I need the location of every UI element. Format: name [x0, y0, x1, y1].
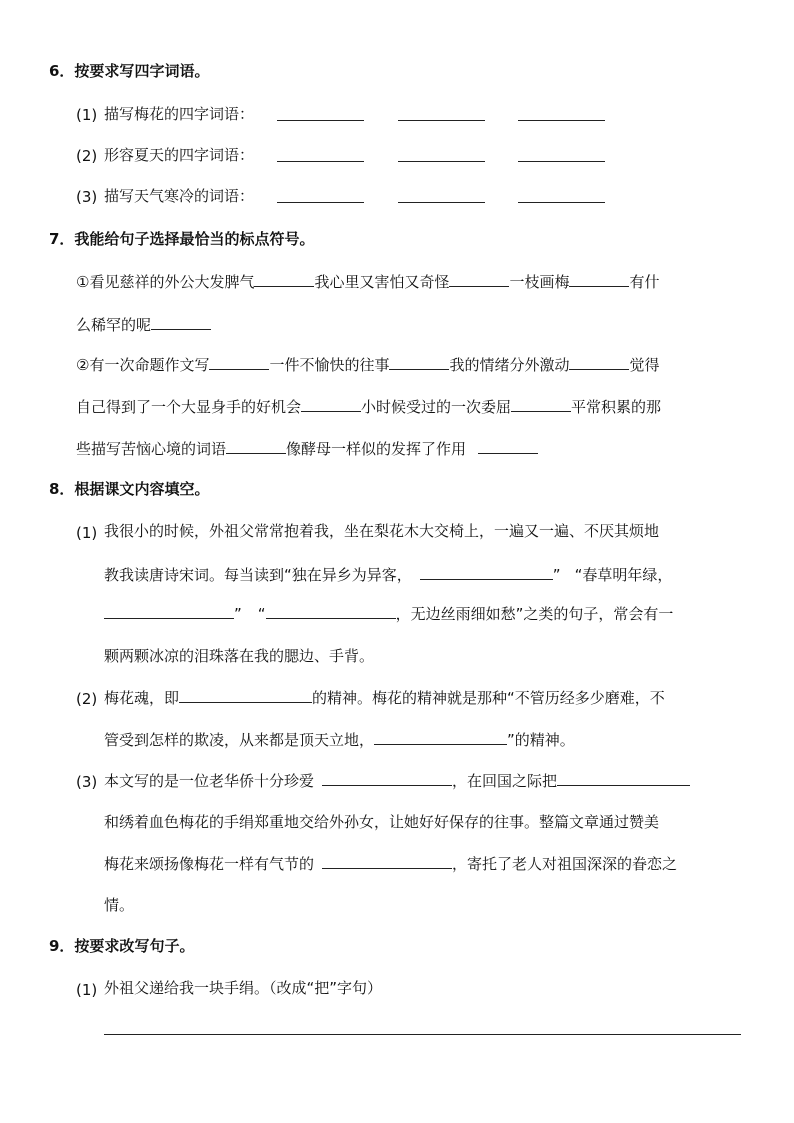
- q7-sentence2-line1: [76, 353, 660, 375]
- q7-title: 7．我能给句子选择最恰当的标点符号。: [49, 230, 315, 248]
- q7-s2-blank5[interactable]: [511, 395, 571, 412]
- q8-item1-mark: (1): [76, 524, 98, 542]
- q7-sentence1-line1: [76, 270, 660, 292]
- q7-s2-blank4[interactable]: [301, 395, 361, 412]
- q7-s1-seg2: 我心里又害怕又奇怪: [314, 273, 450, 291]
- q7-s1-blank2[interactable]: [449, 270, 509, 287]
- q6-item2-blank3[interactable]: [518, 161, 605, 162]
- q7-s2-seg1: ②有一次命题作文写: [76, 356, 210, 374]
- q8-i1-blank1[interactable]: [420, 563, 553, 580]
- q7-s1-blank3[interactable]: [569, 270, 629, 287]
- q8-i2-l2b: ”的精神。: [507, 731, 575, 749]
- q7-s1-blank1[interactable]: [254, 270, 314, 287]
- q8-item2-line2: [104, 728, 575, 750]
- q8-item1-line4: 颗两颗冰凉的泪珠落在我的腮边、手背。: [104, 647, 375, 665]
- q7-s2-blank6[interactable]: [226, 437, 286, 454]
- q8-i1-l2a: 教我读唐诗宋词。每当读到“独在异乡为异客，: [104, 566, 412, 584]
- q6-item1-blank1[interactable]: [277, 120, 364, 121]
- q6-title: 6．按要求写四字词语。: [49, 62, 210, 80]
- q8-item3-line3: [104, 852, 677, 874]
- q8-i1-l2c: “春草明年绿，: [574, 566, 673, 584]
- q8-item1-line1: 我很小的时候，外祖父常常抱着我，坐在梨花木大交椅上，一遍又一遍、不厌其烦地: [104, 522, 660, 540]
- q6-item3-mark: (3): [76, 188, 98, 206]
- q8-i3-l3b: ，寄托了老人对祖国深深的眷恋之: [452, 855, 678, 873]
- q6-item3-blank3[interactable]: [518, 202, 605, 203]
- q8-item1-line2: [104, 563, 672, 585]
- q8-i2-l1a: 梅花魂，即: [104, 689, 180, 707]
- q6-item3-blank2[interactable]: [398, 202, 485, 203]
- q7-s2-blank2[interactable]: [389, 353, 449, 370]
- q7-sentence2-line3: [76, 437, 538, 459]
- q7-s2-seg6: 小时候受过的一次委屈: [361, 398, 512, 416]
- q7-s2-seg7: 平常积累的那: [571, 398, 662, 416]
- q7-s2-seg5: 自己得到了一个大显身手的好机会: [76, 398, 302, 416]
- q8-item3-line4: 情。: [104, 896, 135, 914]
- q7-s2-seg2: 一件不愉快的往事: [269, 356, 390, 374]
- q8-i3-blank1[interactable]: [322, 769, 452, 786]
- q8-i1-l2b: ”: [552, 566, 561, 584]
- q9-title: 9．按要求改写句子。: [49, 937, 195, 955]
- q8-item2-line1: [104, 686, 665, 708]
- q6-item3-blank1[interactable]: [277, 202, 364, 203]
- q8-i2-l1b: 的精神。梅花的精神就是那种“不管历经多少磨难，不: [312, 689, 665, 707]
- q9-item1-answer-line[interactable]: [104, 1034, 741, 1035]
- q6-item2-mark: (2): [76, 147, 98, 165]
- q6-item3-text: 描写天气寒冷的词语：: [104, 187, 255, 205]
- q8-i1-blank3[interactable]: [266, 602, 396, 619]
- q7-sentence2-line2: [76, 395, 661, 417]
- q8-i1-l3c: ，无边丝雨细如愁”之类的句子，常会有一: [395, 605, 674, 623]
- q7-s1-seg5: 么稀罕的呢: [76, 316, 152, 334]
- q8-item1-line3: [104, 602, 673, 624]
- q7-s1-seg3: 一枝画梅: [509, 273, 570, 291]
- q8-item3-line2: 和绣着血色梅花的手绢郑重地交给外孙女，让她好好保存的往事。整篇文章通过赞美: [104, 813, 660, 831]
- q8-i3-blank2[interactable]: [557, 769, 690, 786]
- q8-i2-blank2[interactable]: [374, 728, 507, 745]
- q7-s1-blank4[interactable]: [151, 313, 211, 330]
- q6-item2-text: 形容夏天的四字词语：: [104, 146, 255, 164]
- q7-s1-seg1: ①看见慈祥的外公大发脾气: [76, 273, 255, 291]
- q8-i1-l3b: “: [257, 605, 266, 623]
- q8-i3-l3a: 梅花来颂扬像梅花一样有气节的: [104, 855, 315, 873]
- q9-item1-mark: (1): [76, 981, 98, 999]
- q6-item2-blank1[interactable]: [277, 161, 364, 162]
- q8-i3-blank3[interactable]: [322, 852, 452, 869]
- q6-item1-text: 描写梅花的四字词语：: [104, 105, 255, 123]
- q8-i2-blank1[interactable]: [179, 686, 312, 703]
- q7-s2-blank1[interactable]: [209, 353, 269, 370]
- q8-i3-l1a: 本文写的是一位老华侨十分珍爱: [104, 772, 315, 790]
- q8-title: 8．根据课文内容填空。: [49, 480, 210, 498]
- q7-sentence1-line2: [76, 313, 211, 335]
- q6-item2-blank2[interactable]: [398, 161, 485, 162]
- q8-item2-mark: (2): [76, 690, 98, 708]
- q9-item1-text: 外祖父递给我一块手绢。（改成“把”字句）: [104, 979, 383, 997]
- q7-s2-blank7[interactable]: [478, 437, 538, 454]
- q7-s1-seg4: 有什: [629, 273, 660, 291]
- q6-item1-blank2[interactable]: [398, 120, 485, 121]
- q8-i1-l3a: ”: [234, 605, 242, 623]
- q6-item1-mark: (1): [76, 106, 98, 124]
- q7-s2-seg3: 我的情绪分外激动: [449, 356, 570, 374]
- q8-i3-l1b: ，在回国之际把: [452, 772, 558, 790]
- q6-item1-blank3[interactable]: [518, 120, 605, 121]
- q7-s2-seg8: 些描写苦恼心境的词语: [76, 440, 227, 458]
- q8-i1-blank2[interactable]: [104, 602, 234, 619]
- q8-item3-mark: (3): [76, 773, 98, 791]
- q8-i2-l2a: 管受到怎样的欺凌，从来都是顶天立地，: [104, 731, 375, 749]
- q7-s2-seg4: 觉得: [629, 356, 660, 374]
- q7-s2-blank3[interactable]: [569, 353, 629, 370]
- q8-item3-line1: [104, 769, 690, 791]
- q7-s2-seg9: 像酵母一样似的发挥了作用: [286, 440, 467, 458]
